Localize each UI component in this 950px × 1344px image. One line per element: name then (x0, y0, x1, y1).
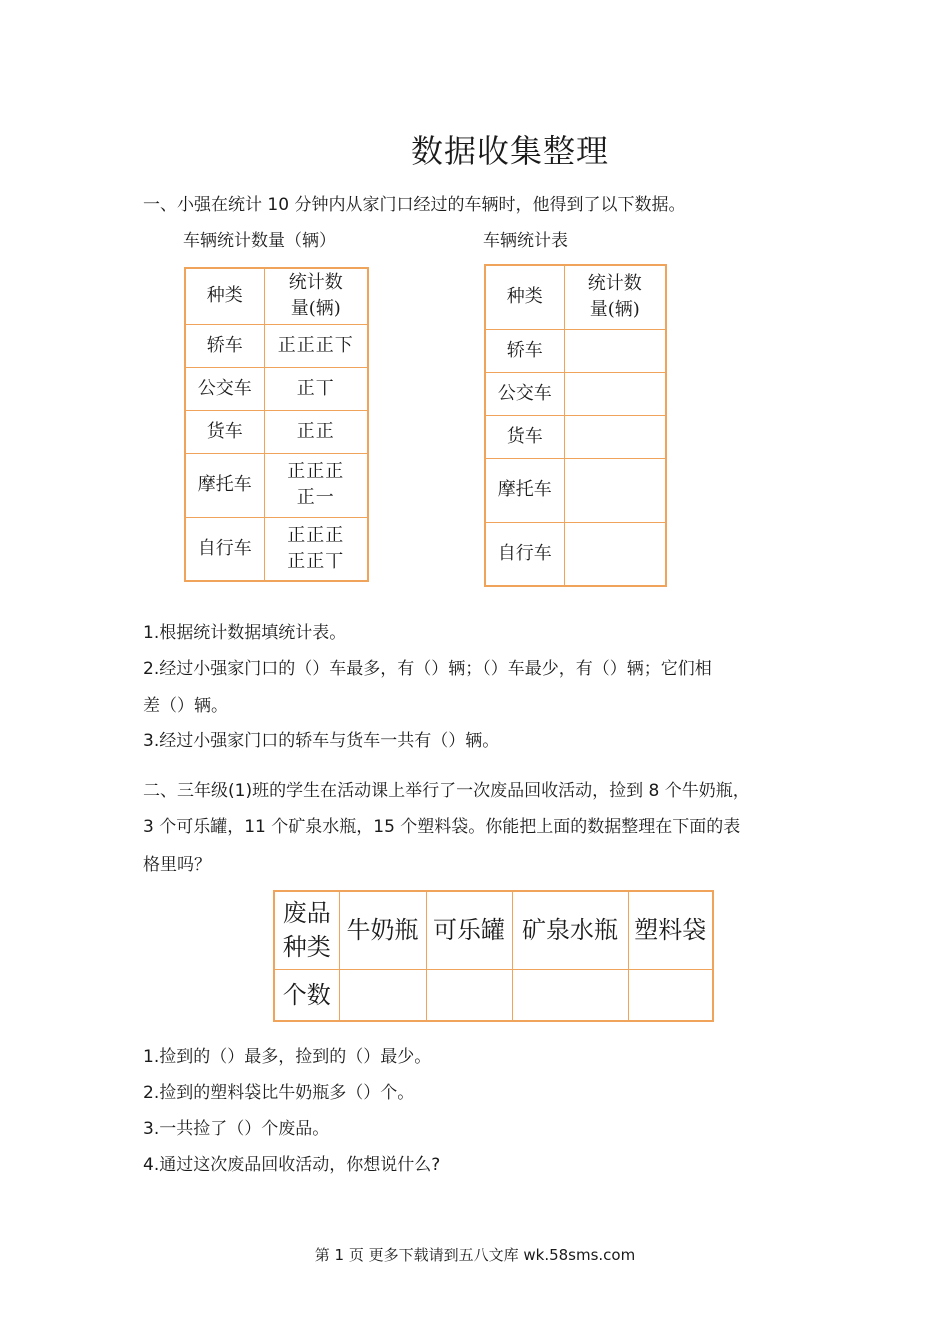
header-kind: 种类 (185, 268, 264, 324)
table-row (185, 453, 368, 517)
answer-cell[interactable] (339, 969, 426, 1021)
column-header: 可乐罐 (426, 891, 512, 969)
section1-intro: 一、小强在统计 10 分钟内从家门口经过的车辆时，他得到了以下数据。 (143, 195, 686, 215)
answer-cell[interactable] (564, 415, 666, 458)
answer-cell[interactable] (564, 329, 666, 372)
tally-line: 正正正 (287, 461, 345, 482)
table-row (185, 268, 368, 324)
stat-table (484, 264, 667, 587)
table-row (274, 969, 713, 1021)
header-line: 废品 (282, 899, 331, 928)
tally-line: 正一 (296, 487, 335, 508)
table-row (485, 329, 666, 372)
answer-cell[interactable] (426, 969, 512, 1021)
row-kind: 轿车 (485, 329, 564, 372)
question-2-2: 2.捡到的塑料袋比牛奶瓶多（）个。 (143, 1083, 415, 1103)
header-count-line: 统计数 (587, 273, 642, 295)
table-row (185, 367, 368, 410)
table-row (185, 410, 368, 453)
answer-cell[interactable] (512, 969, 628, 1021)
tally-line: 正正丅 (287, 550, 345, 572)
row-kind: 自行车 (485, 522, 564, 586)
tally-table (184, 267, 369, 582)
header-count-line: 统计数 (288, 272, 343, 294)
page-footer: 第 1 页 更多下载请到五八文库 wk.58sms.com (314, 1246, 636, 1264)
caption-right: 车辆统计表 (483, 231, 568, 251)
row-kind: 公交车 (485, 372, 564, 415)
row-tally: 正正 (264, 410, 368, 453)
page-title: 数据收集整理 (410, 132, 609, 170)
question-1-1: 1.根据统计数据填统计表。 (143, 623, 347, 643)
column-header: 塑料袋 (628, 891, 713, 969)
header-count-line: 量(辆) (589, 299, 640, 321)
question-1-2-cont: 差（）辆。 (143, 696, 228, 716)
header-count-line: 量(辆) (290, 298, 341, 320)
header-count (564, 265, 666, 329)
header-kind: 种类 (485, 265, 564, 329)
row-kind: 公交车 (185, 367, 264, 410)
table-row (185, 517, 368, 581)
answer-cell[interactable] (564, 372, 666, 415)
table-row (485, 265, 666, 329)
row-kind: 货车 (485, 415, 564, 458)
table-row (485, 458, 666, 522)
answer-cell[interactable] (564, 522, 666, 586)
header-line: 种类 (282, 933, 331, 962)
waste-table (273, 890, 714, 1022)
question-2-4: 4.通过这次废品回收活动，你想说什么? (143, 1155, 441, 1175)
table-row (485, 522, 666, 586)
header-waste-kind (274, 891, 339, 969)
question-1-2: 2.经过小强家门口的（）车最多，有（）辆；（）车最少，有（）辆；它们相 (143, 659, 712, 679)
question-1-3: 3.经过小强家门口的轿车与货车一共有（）辆。 (143, 731, 500, 751)
section2-intro: 二、三年级(1)班的学生在活动课上举行了一次废品回收活动，捡到 8 个牛奶瓶， (143, 781, 750, 801)
answer-cell[interactable] (628, 969, 713, 1021)
row-tally: 正正正下 (264, 324, 368, 367)
row-kind: 摩托车 (485, 458, 564, 522)
row-tally (264, 517, 368, 581)
tally-line: 正正正 (287, 524, 345, 546)
table-row (485, 372, 666, 415)
table-row (485, 415, 666, 458)
caption-left: 车辆统计数量（辆） (183, 231, 336, 251)
section2-intro-cont: 格里吗？ (143, 855, 211, 875)
answer-cell[interactable] (564, 458, 666, 522)
header-count (264, 268, 368, 324)
row-tally: 正丅 (264, 367, 368, 410)
row-tally (264, 453, 368, 517)
table-row (185, 324, 368, 367)
question-2-3: 3.一共捡了（）个废品。 (143, 1119, 330, 1139)
row-kind: 货车 (185, 410, 264, 453)
column-header: 矿泉水瓶 (512, 891, 628, 969)
section2-intro-cont: 3 个可乐罐，11 个矿泉水瓶，15 个塑料袋。你能把上面的数据整理在下面的表 (143, 817, 741, 837)
column-header: 牛奶瓶 (339, 891, 426, 969)
row-kind: 摩托车 (185, 453, 264, 517)
row-kind: 轿车 (185, 324, 264, 367)
row-label-count: 个数 (274, 969, 339, 1021)
question-2-1: 1.捡到的（）最多，捡到的（）最少。 (143, 1047, 432, 1067)
row-kind: 自行车 (185, 517, 264, 581)
table-row (274, 891, 713, 969)
